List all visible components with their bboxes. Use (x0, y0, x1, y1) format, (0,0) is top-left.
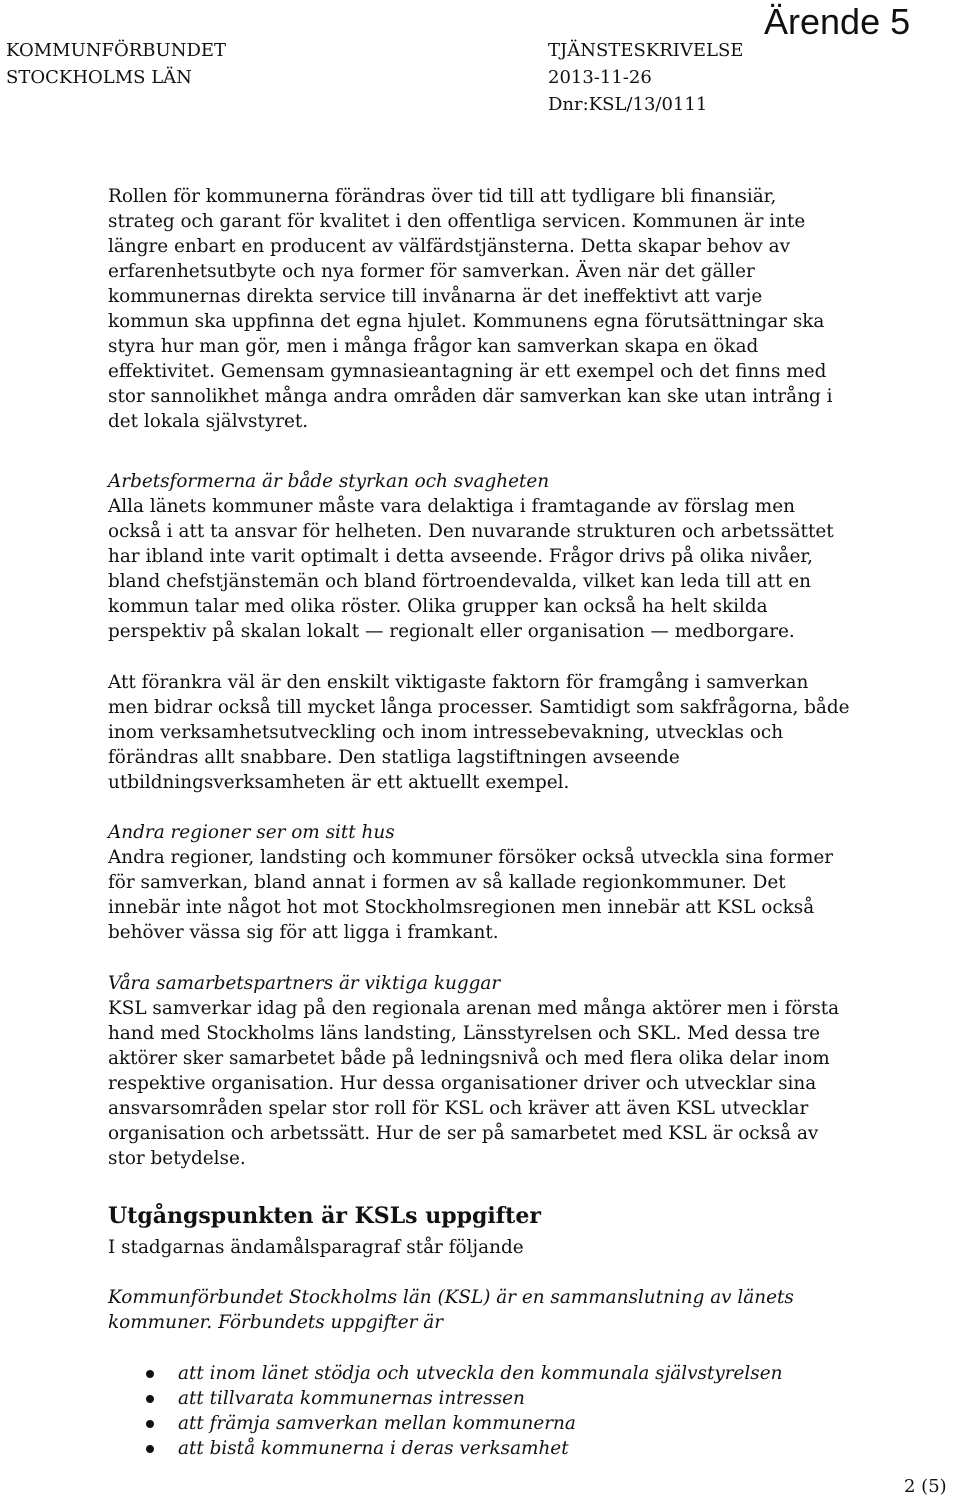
text-line: styra hur man gör, men i många frågor kan samverkan skapa en ökad (108, 336, 759, 357)
text-line: kommun ska uppfinna det egna hjulet. Kommunens egna förutsättningar ska (108, 311, 825, 332)
text-line: också i att ta ansvar för helheten. Den nuvarande strukturen och arbetssättet (108, 521, 834, 542)
section-title: Våra samarbetspartners är viktiga kuggar (108, 973, 501, 994)
doc-date: 2013-11-26 (548, 67, 652, 88)
text-line: det lokala självstyret. (108, 411, 309, 432)
text-line: Att förankra väl är den enskilt viktigaste faktorn för framgång i samverkan (108, 672, 809, 693)
text-line: hand med Stockholms läns landsting, Länsstyrelsen och SKL. Med dessa tre (108, 1023, 820, 1044)
text-line: har ibland inte varit optimalt i detta avseende. Frågor drivs på olika nivåer, (108, 546, 813, 567)
text-line: kommunernas direkta service till invånarna är det ineffektivt att varje (108, 286, 763, 307)
list-item-text: att inom länet stödja och utveckla den kommunala självstyrelsen (178, 1363, 783, 1384)
uppgifter-list (108, 1361, 782, 1461)
list-item (108, 1386, 782, 1411)
list-item (108, 1436, 782, 1461)
section-title: Arbetsformerna är både styrkan och svagheten (108, 471, 550, 492)
text-line: stor betydelse. (108, 1148, 246, 1169)
page-number: 2 (5) (904, 1476, 947, 1497)
text-line: organisation och arbetssätt. Hur de ser på samarbetet med KSL är också av (108, 1123, 819, 1144)
doc-dnr: Dnr:KSL/13/0111 (548, 94, 708, 115)
list-item-text: att främja samverkan mellan kommunerna (178, 1413, 576, 1434)
text-line: respektive organisation. Hur dessa organisationer driver och utvecklar sina (108, 1073, 817, 1094)
section-title: Andra regioner ser om sitt hus (108, 822, 395, 843)
text-line: I stadgarnas ändamålsparagraf står följande (108, 1237, 524, 1258)
text-line: innebär inte något hot mot Stockholmsregionen men innebär att KSL också (108, 897, 815, 918)
text-line: för samverkan, bland annat i formen av så kallade regionkommuner. Det (108, 872, 786, 893)
bullet-icon (146, 1445, 154, 1453)
section-samarbetspartners (108, 971, 868, 1171)
text-line: Andra regioner, landsting och kommuner försöker också utveckla sina former (108, 847, 834, 868)
text-line: Rollen för kommunerna förändras över tid till att tydligare bli finansiär, (108, 186, 777, 207)
org-name-line1: KOMMUNFÖRBUNDET (6, 40, 227, 61)
list-item (108, 1361, 782, 1386)
text-line: strateg och garant för kvalitet i den offentliga servicen. Kommunen är inte (108, 211, 806, 232)
doc-type: TJÄNSTESKRIVELSE (548, 40, 744, 61)
text-line: effektivitet. Gemensam gymnasieantagning är ett exempel och det finns med (108, 361, 827, 382)
stadgar-quote (108, 1285, 868, 1335)
text-line: perspektiv på skalan lokalt — regionalt eller organisation — medborgare. (108, 621, 795, 642)
stadgar-intro (108, 1235, 868, 1260)
bullet-icon (146, 1395, 154, 1403)
bullet-icon (146, 1420, 154, 1428)
arende-label: Ärende 5 (764, 1, 911, 42)
text-line: kommuner. Förbundets uppgifter är (108, 1312, 444, 1333)
list-item-text: att tillvarata kommunernas intressen (178, 1388, 525, 1409)
text-line: stor sannolikhet många andra områden där samverkan kan ske utan intrång i (108, 386, 833, 407)
paragraph-roles (108, 184, 868, 434)
text-line: erfarenhetsutbyte och nya former för samverkan. Även när det gäller (108, 261, 755, 282)
text-line: men bidrar också till mycket långa processer. Samtidigt som sakfrågorna, både (108, 697, 850, 718)
list-item-text: att bistå kommunerna i deras verksamhet (178, 1438, 569, 1459)
text-line: behöver vässa sig för att ligga i framkant. (108, 922, 499, 943)
text-line: inom verksamhetsutveckling och inom intressebevakning, utvecklas och (108, 722, 784, 743)
paragraph-forankra (108, 670, 868, 795)
text-line: utbildningsverksamheten är ett aktuellt exempel. (108, 772, 570, 793)
text-line: förändras allt snabbare. Den statliga lagstiftningen avseende (108, 747, 680, 768)
bullet-icon (146, 1370, 154, 1378)
text-line: bland chefstjänstemän och bland förtroendevalda, vilket kan leda till att en (108, 571, 811, 592)
list-item (108, 1411, 782, 1436)
section-arbetsformerna (108, 469, 868, 644)
text-line: Kommunförbundet Stockholms län (KSL) är en sammanslutning av länets (108, 1287, 794, 1308)
org-name-line2: STOCKHOLMS LÄN (6, 67, 192, 88)
text-line: Alla länets kommuner måste vara delaktiga i framtagande av förslag men (108, 496, 795, 517)
text-line: KSL samverkar idag på den regionala arenan med många aktörer men i första (108, 998, 840, 1019)
text-line: längre enbart en producent av välfärdstjänsterna. Detta skapar behov av (108, 236, 790, 257)
text-line: kommun talar med olika röster. Olika grupper kan också ha helt skilda (108, 596, 768, 617)
text-line: ansvarsområden spelar stor roll för KSL och kräver att även KSL utvecklar (108, 1098, 809, 1119)
section-heading-uppgifter: Utgångspunkten är KSLs uppgifter (108, 1203, 541, 1229)
section-andra-regioner (108, 820, 868, 945)
text-line: aktörer sker samarbetet både på ledningsnivå och med flera olika delar inom (108, 1048, 830, 1069)
